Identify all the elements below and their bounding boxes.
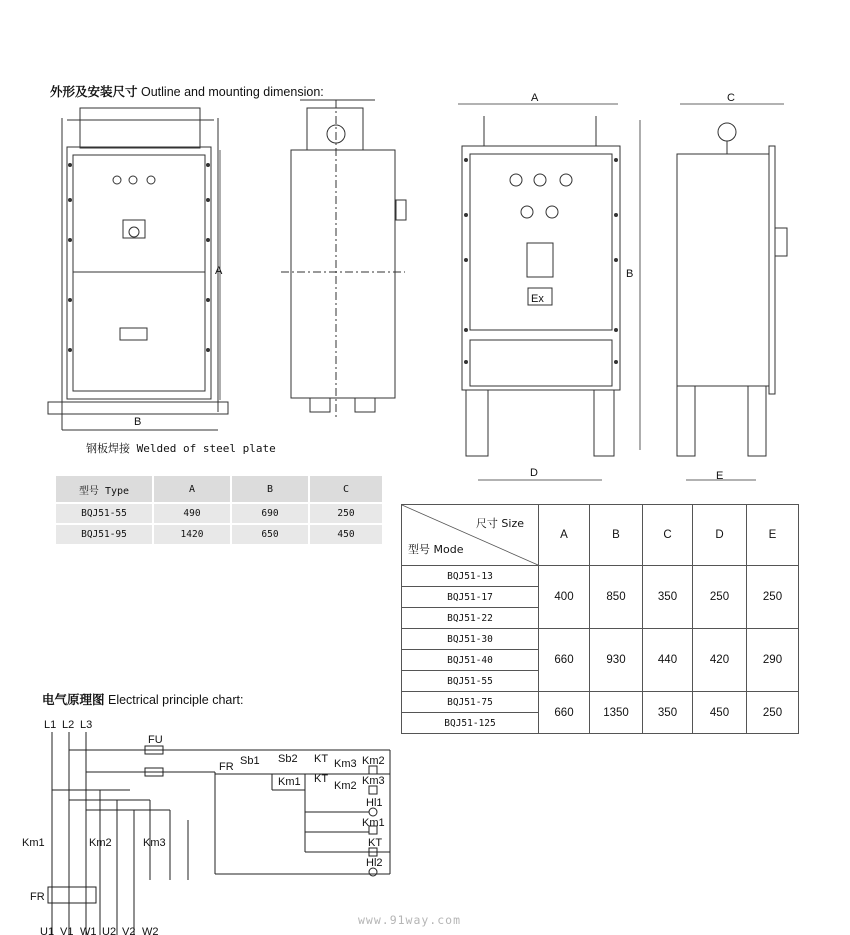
electrical-heading-en: Electrical principle chart: — [104, 693, 244, 707]
output-v1: V1 — [60, 926, 74, 935]
model-cell: BQJ51-40 — [402, 650, 539, 671]
size-cell: 850 — [590, 566, 643, 629]
lamp-hl1-label: Hl1 — [366, 797, 383, 809]
size-cell: 290 — [747, 629, 799, 692]
size-cell: 250 — [747, 692, 799, 734]
kt-label-top: KT — [314, 753, 329, 765]
type-header-a: A — [154, 476, 230, 502]
km2-main-label: Km2 — [89, 837, 112, 849]
size-cell: 420 — [693, 629, 747, 692]
size-cell: 400 — [539, 566, 590, 629]
model-cell: BQJ51-17 — [402, 587, 539, 608]
front-a-label: A — [215, 265, 223, 277]
sb2-label: Sb2 — [278, 753, 298, 765]
kt-coil-label: KT — [368, 837, 383, 849]
outline-heading-cn: 外形及安装尺寸 — [50, 85, 138, 99]
fr-main-label: FR — [30, 891, 45, 903]
dim-c-label: C — [727, 92, 735, 104]
km3-coil-label: Km3 — [362, 775, 385, 787]
output-w1: W1 — [80, 926, 97, 935]
size-cell: 350 — [643, 566, 693, 629]
phase-l1: L1 — [44, 719, 57, 731]
kt-label-mid: KT — [314, 773, 329, 785]
output-u2: U2 — [102, 926, 117, 935]
size-cell: 660 — [539, 629, 590, 692]
size-cell: 930 — [590, 629, 643, 692]
sb1-label: Sb1 — [240, 755, 260, 767]
type-cell: 690 — [232, 504, 308, 523]
size-header-b: B — [590, 505, 643, 566]
dim-a-label: A — [531, 92, 539, 104]
type-cell: 250 — [310, 504, 382, 523]
front-b-label: B — [134, 416, 142, 428]
steel-plate-caption: 钢板焊接 Welded of steel plate — [86, 442, 276, 455]
size-header-e: E — [747, 505, 799, 566]
type-header-type: 型号 Type — [56, 476, 152, 502]
ex-mark: Ex — [531, 293, 544, 305]
phase-l3: L3 — [80, 719, 93, 731]
corner-size-label: 尺寸 Size — [475, 517, 524, 530]
model-cell: BQJ51-55 — [402, 671, 539, 692]
control-fr-label: FR — [219, 761, 234, 773]
type-cell: 1420 — [154, 525, 230, 544]
model-cell: BQJ51-30 — [402, 629, 539, 650]
type-cell: 490 — [154, 504, 230, 523]
size-cell: 1350 — [590, 692, 643, 734]
type-cell: BQJ51-55 — [56, 504, 152, 523]
type-header-b: B — [232, 476, 308, 502]
output-v2: V2 — [122, 926, 136, 935]
size-cell: 250 — [693, 566, 747, 629]
outline-heading-en: Outline and mounting dimension: — [137, 85, 324, 99]
type-header-c: C — [310, 476, 382, 502]
km3-interlock-label: Km3 — [334, 758, 357, 770]
size-header-c: C — [643, 505, 693, 566]
size-cell: 660 — [539, 692, 590, 734]
dim-b-label: B — [626, 268, 634, 280]
electrical-heading-cn: 电气原理图 — [42, 693, 105, 707]
size-cell: 250 — [747, 566, 799, 629]
model-cell: BQJ51-22 — [402, 608, 539, 629]
km1-coil-label: Km1 — [362, 817, 385, 829]
size-cell: 350 — [643, 692, 693, 734]
lamp-hl2-label: Hl2 — [366, 857, 383, 869]
type-cell: BQJ51-95 — [56, 525, 152, 544]
model-cell: BQJ51-125 — [402, 713, 539, 734]
model-cell: BQJ51-75 — [402, 692, 539, 713]
model-cell: BQJ51-13 — [402, 566, 539, 587]
output-w2: W2 — [142, 926, 159, 935]
size-header-d: D — [693, 505, 747, 566]
phase-l2: L2 — [62, 719, 75, 731]
km2-coil-label: Km2 — [362, 755, 385, 767]
km2-interlock-label: Km2 — [334, 780, 357, 792]
km3-main-label: Km3 — [143, 837, 166, 849]
fuse-label: FU — [148, 734, 163, 746]
size-header-a: A — [539, 505, 590, 566]
dim-d-label: D — [530, 467, 538, 479]
output-u1: U1 — [40, 926, 55, 935]
size-cell: 450 — [693, 692, 747, 734]
corner-mode-label: 型号 Mode — [408, 543, 464, 556]
size-cell: 440 — [643, 629, 693, 692]
watermark: www.91way.com — [358, 913, 462, 927]
fr-relay-box — [48, 887, 96, 903]
km1-main-label: Km1 — [22, 837, 45, 849]
type-cell: 450 — [310, 525, 382, 544]
type-cell: 650 — [232, 525, 308, 544]
dim-e-label: E — [716, 470, 724, 482]
km1-hold-label: Km1 — [278, 776, 301, 788]
